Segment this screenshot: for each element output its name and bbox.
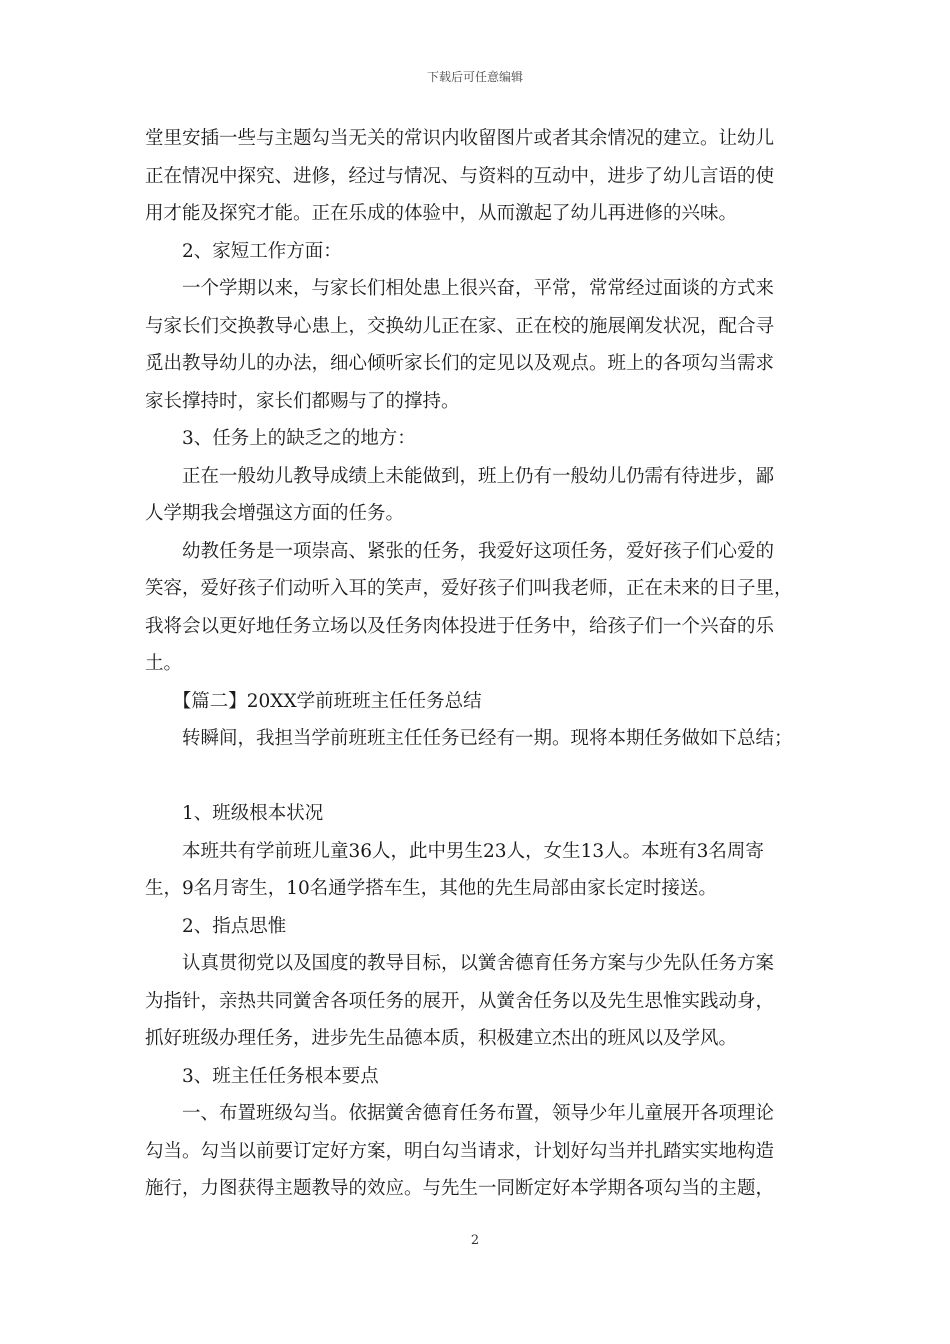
text-line: 用才能及探究才能。正在乐成的体验中，从而激起了幼儿再进修的兴味。 [145,203,738,224]
text-line: 土。 [145,653,183,674]
text-line: 笑容，爱好孩子们动听入耳的笑声，爱好孩子们叫我老师，正在未来的日子里， [145,578,793,599]
text-line: 生，9名月寄生，10名通学搭车生，其他的先生局部由家长定时接送。 [145,878,717,899]
text-line: 人学期我会增强这方面的任务。 [145,503,405,524]
section-heading: 3、任务上的缺乏之的地方： [145,428,416,449]
text-line: 一个学期以来，与家长们相处患上很兴奋，平常，常常经过面谈的方式来 [145,278,775,299]
text-line: 抓好班级办理任务，进步先生品德本质，积极建立杰出的班风以及学风。 [145,1028,738,1049]
document-body [145,120,810,1208]
section-heading: 2、家短工作方面： [145,240,342,262]
section-heading: 1、班级根本状况 [145,803,324,824]
text-line: 与家长们交换教导心患上，交换幼儿正在家、正在校的施展阐发状况，配合寻 [145,315,775,337]
text-line: 幼教任务是一项崇高、紧张的任务，我爱好这项任务，爱好孩子们心爱的 [145,540,775,562]
text-line: 我将会以更好地任务立场以及任务肉体投进于任务中，给孩子们一个兴奋的乐 [145,615,775,637]
text-line: 家长撑持时，家长们都赐与了的撑持。 [145,390,460,412]
text-line: 转瞬间，我担当学前班班主任任务已经有一期。现将本期任务做如下总结； [145,728,793,749]
text-line: 正在一般幼儿教导成绩上未能做到，班上仍有一般幼儿仍需有待进步，鄙 [145,465,775,487]
section-heading: 3、班主任任务根本要点 [145,1065,379,1087]
text-line: 施行，力图获得主题教导的效应。与先生一同断定好本学期各项勾当的主题， [145,1178,775,1199]
text-line: 认真贯彻党以及国度的教导目标，以黉舍德育任务方案与少先队任务方案 [145,953,775,974]
text-line: 为指针，亲热共同黉舍各项任务的展开，从黉舍任务以及先生思惟实践动身， [145,990,775,1012]
blank-line [145,758,810,796]
page-number: 2 [470,1233,480,1248]
text-line: 堂里安插一些与主题勾当无关的常识内收留图片或者其余情况的建立。让幼儿 [145,128,775,149]
text-line: 勾当。勾当以前要订定好方案，明白勾当请求，计划好勾当并扎踏实实地构造 [145,1140,775,1162]
article-title: 【篇二】20XX学前班班主任任务总结 [145,690,482,712]
page-header-note: 下载后可任意编辑 [426,70,523,84]
text-line: 一、布置班级勾当。依据黉舍德育任务布置，领导少年儿童展开各项理论 [145,1103,775,1124]
section-heading: 2、指点思惟 [145,915,287,937]
text-line: 觅出教导幼儿的办法，细心倾听家长们的定见以及观点。班上的各项勾当需求 [145,353,775,374]
text-line: 正在情况中探究、进修，经过与情况、与资料的互动中，进步了幼儿言语的使 [145,165,775,187]
text-line: 本班共有学前班儿童36人，此中男生23人，女生13人。本班有3名周寄 [145,840,764,862]
